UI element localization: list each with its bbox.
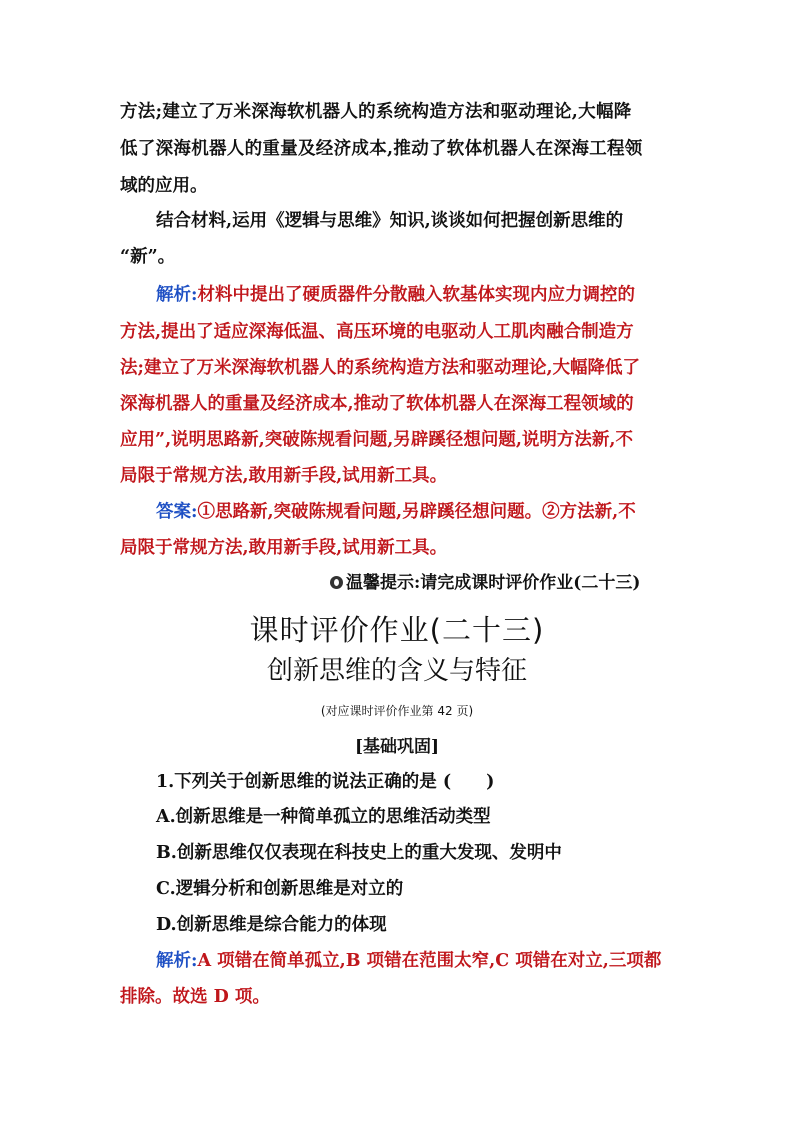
analysis-1-line-2: 方法,提出了适应深海低温、高压环境的电驱动人工肌肉融合制造方 [120,322,634,342]
q1-option-d: D.创新思维是综合能力的体现 [156,915,387,935]
answer-line-2: 局限于常规方法,敢用新手段,试用新工具。 [120,538,448,558]
q1-option-a: A.创新思维是一种简单孤立的思维活动类型 [156,807,491,827]
passage-line-2: 低了深海机器人的重量及经济成本,推动了软体机器人在深海工程领 [120,139,643,159]
section-heading: [基础巩固] [354,737,440,757]
analysis-1-line-3: 法;建立了万米深海软机器人的系统构造方法和驱动理论,大幅降低了 [120,358,641,378]
analysis-1-line-5: 应用”,说明思路新,突破陈规看问题,另辟蹊径想问题,说明方法新,不 [120,430,634,450]
analysis-2-text: A 项错在简单孤立,B 项错在范围太窄,C 项错在对立,三项都 [197,951,662,971]
analysis-text: 材料中提出了硬质器件分散融入软基体实现内应力调控的 [197,285,635,305]
question-line-1: 结合材料,运用《逻辑与思维》知识,谈谈如何把握创新思维的 [156,211,624,231]
analysis-1-line-4: 深海机器人的重量及经济成本,推动了软体机器人在深海工程领域的 [120,394,634,414]
analysis-2-line-2: 排除。故选 D 项。 [120,987,270,1007]
q1-option-b: B.创新思维仅仅表现在科技史上的重大发现、发明中 [156,843,562,863]
analysis-1-line-1 [156,281,635,306]
analysis-label: 解析: [156,285,198,305]
analysis-1-line-6: 局限于常规方法,敢用新手段,试用新工具。 [120,466,448,486]
homework-title: 课时评价作业(二十三) [249,613,545,647]
answer-text: ①思路新,突破陈规看问题,另辟蹊径想问题。②方法新,不 [197,502,636,522]
homework-page-ref: (对应课时评价作业第 42 页) [320,704,474,718]
analysis-2-label: 解析: [156,951,198,971]
answer-line-1 [156,498,636,523]
passage-line-1: 方法;建立了万米深海软机器人的系统构造方法和驱动理论,大幅降 [120,102,632,122]
tip-text: 温馨提示:请完成课时评价作业(二十三) [346,573,641,593]
q1-option-c: C.逻辑分析和创新思维是对立的 [156,879,404,899]
homework-subtitle: 创新思维的含义与特征 [266,656,527,686]
analysis-2-line-1 [156,947,661,972]
passage-line-3: 域的应用。 [120,176,208,196]
question-line-2: “新”。 [120,247,176,267]
homework-tip [330,568,640,593]
q1-stem: 1.下列关于创新思维的说法正确的是 ( ) [156,772,495,792]
answer-label: 答案: [156,502,198,522]
tip-icon [330,576,343,589]
